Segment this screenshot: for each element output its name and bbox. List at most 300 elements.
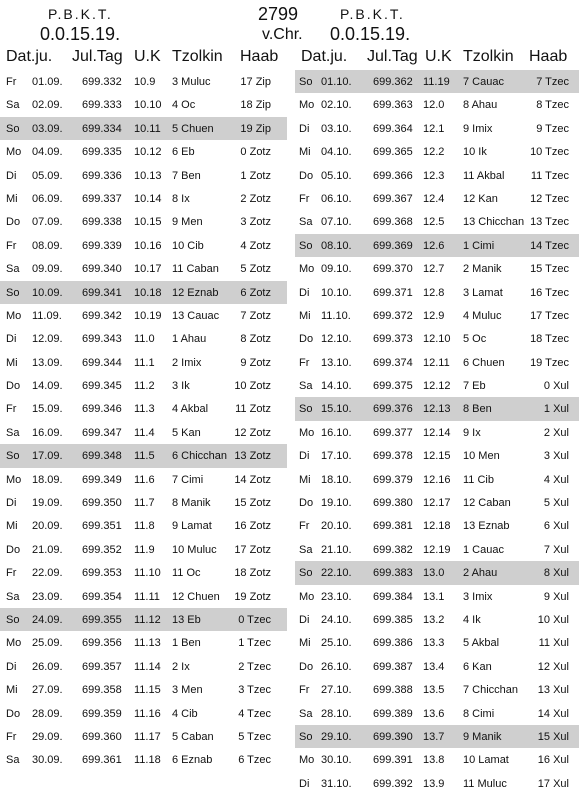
cell-julian-day: 699.345 xyxy=(82,380,122,393)
cell-haab: 0 Zotz xyxy=(240,146,271,159)
cell-julian-day: 699.378 xyxy=(373,450,413,463)
cell-date: 24.10. xyxy=(321,613,352,626)
cell-uk: 12.6 xyxy=(423,239,445,252)
cell-weekday: Di xyxy=(299,286,310,299)
table-row xyxy=(295,140,579,163)
cell-julian-day: 699.356 xyxy=(82,637,122,650)
cell-uk: 12.0 xyxy=(423,99,445,112)
cell-uk: 12.17 xyxy=(423,497,451,510)
cell-date: 26.10. xyxy=(321,660,352,673)
cell-uk: 13.6 xyxy=(423,707,445,720)
cell-julian-day: 699.340 xyxy=(82,263,122,276)
cell-tzolkin: 12 Eznab xyxy=(172,286,219,299)
table-row xyxy=(295,93,579,116)
cell-julian-day: 699.343 xyxy=(82,333,122,346)
cell-uk: 11.6 xyxy=(134,473,155,486)
cell-julian-day: 699.365 xyxy=(373,146,413,159)
cell-date: 11.09. xyxy=(32,309,62,322)
table-row xyxy=(0,538,287,561)
table-row xyxy=(295,327,579,350)
cell-date: 30.09. xyxy=(32,754,63,767)
cell-weekday: Fr xyxy=(299,356,310,369)
cell-tzolkin: 6 Eb xyxy=(172,146,195,159)
cell-haab: 3 Tzec xyxy=(238,684,271,697)
cell-date: 09.09. xyxy=(32,263,63,276)
cell-weekday: So xyxy=(299,239,313,252)
cell-julian-day: 699.374 xyxy=(373,356,413,369)
table-row xyxy=(295,210,579,233)
cell-weekday: Di xyxy=(299,450,310,463)
cell-date: 20.09. xyxy=(32,520,63,533)
cell-tzolkin: 12 Caban xyxy=(463,497,511,510)
table-row xyxy=(295,234,579,257)
cell-date: 02.10. xyxy=(321,99,352,112)
cell-date: 24.09. xyxy=(32,613,63,626)
col-header-uk: U.K xyxy=(134,48,161,65)
cell-tzolkin: 3 Men xyxy=(172,684,203,697)
cell-haab: 8 Zotz xyxy=(240,333,271,346)
table-row xyxy=(295,187,579,210)
cell-uk: 10.10 xyxy=(134,99,162,112)
cell-weekday: Mo xyxy=(299,99,315,112)
cell-julian-day: 699.333 xyxy=(82,99,122,112)
cell-haab: 5 Xul xyxy=(543,497,569,510)
header-left-value: 0.0.15.19. xyxy=(40,24,121,44)
cell-uk: 12.7 xyxy=(423,263,445,276)
table-row xyxy=(0,468,287,491)
left-calendar-column xyxy=(0,46,287,772)
cell-uk: 11.7 xyxy=(134,497,155,510)
cell-uk: 10.12 xyxy=(134,146,162,159)
cell-uk: 11.13 xyxy=(134,637,161,650)
cell-uk: 10.11 xyxy=(134,122,161,135)
table-row xyxy=(0,210,287,233)
cell-haab: 17 Zotz xyxy=(234,543,271,556)
cell-julian-day: 699.385 xyxy=(373,613,413,626)
cell-haab: 2 Zotz xyxy=(240,192,271,205)
table-row xyxy=(295,304,579,327)
cell-tzolkin: 4 Muluc xyxy=(463,309,502,322)
cell-uk: 12.13 xyxy=(423,403,451,416)
cell-weekday: Fr xyxy=(6,76,17,88)
cell-tzolkin: 8 Ahau xyxy=(463,99,498,112)
cell-uk: 10.19 xyxy=(134,309,162,322)
cell-weekday: Mi xyxy=(6,520,18,533)
cell-haab: 13 Zotz xyxy=(234,450,271,463)
cell-weekday: Sa xyxy=(299,380,313,393)
table-row xyxy=(0,374,287,397)
cell-date: 14.10. xyxy=(321,380,352,393)
cell-tzolkin: 5 Oc xyxy=(463,333,487,346)
cell-weekday: Mo xyxy=(299,263,315,276)
cell-haab: 10 Xul xyxy=(537,613,569,626)
cell-tzolkin: 6 Eznab xyxy=(172,754,213,767)
cell-haab: 5 Zotz xyxy=(240,263,271,276)
cell-julian-day: 699.379 xyxy=(373,473,413,486)
cell-julian-day: 699.382 xyxy=(373,543,413,556)
cell-weekday: So xyxy=(6,122,20,135)
cell-uk: 10.15 xyxy=(134,216,162,229)
cell-julian-day: 699.369 xyxy=(373,239,413,252)
cell-tzolkin: 8 Ix xyxy=(172,192,190,205)
cell-date: 07.09. xyxy=(32,216,63,229)
cell-haab: 5 Tzec xyxy=(238,730,271,743)
header-era: v.Chr. xyxy=(262,26,303,43)
cell-uk: 12.4 xyxy=(423,192,445,205)
table-row xyxy=(295,561,579,584)
cell-haab: 4 Tzec xyxy=(238,707,271,720)
cell-haab: 11 Tzec xyxy=(530,169,569,182)
cell-tzolkin: 1 Ahau xyxy=(172,333,207,346)
cell-uk: 11.9 xyxy=(134,543,155,556)
cell-julian-day: 699.352 xyxy=(82,543,122,556)
table-row xyxy=(295,468,579,491)
cell-date: 30.10. xyxy=(321,754,352,767)
cell-weekday: Mo xyxy=(6,473,22,486)
cell-julian-day: 699.377 xyxy=(373,426,413,439)
cell-date: 11.10. xyxy=(321,309,351,322)
cell-haab: 3 Zotz xyxy=(240,216,271,229)
cell-weekday: Sa xyxy=(6,590,20,603)
cell-julian-day: 699.355 xyxy=(82,613,122,626)
table-row xyxy=(295,374,579,397)
cell-haab: 15 Zotz xyxy=(234,497,271,510)
cell-weekday: Mi xyxy=(299,473,311,486)
cell-julian-day: 699.339 xyxy=(82,239,122,252)
table-row xyxy=(0,304,287,327)
cell-date: 28.10. xyxy=(321,707,352,720)
cell-julian-day: 699.368 xyxy=(373,216,413,229)
cell-date: 23.10. xyxy=(321,590,352,603)
cell-tzolkin: 10 Muluc xyxy=(172,543,217,556)
cell-julian-day: 699.360 xyxy=(82,730,122,743)
cell-weekday: Do xyxy=(299,497,314,510)
right-column-headers xyxy=(295,46,579,70)
cell-uk: 13.0 xyxy=(423,567,445,580)
table-row xyxy=(295,117,579,140)
table-row xyxy=(295,514,579,537)
cell-uk: 12.5 xyxy=(423,216,445,229)
cell-date: 27.10. xyxy=(321,684,352,697)
cell-tzolkin: 8 Manik xyxy=(172,497,211,510)
cell-weekday: Do xyxy=(299,333,314,346)
cell-uk: 13.2 xyxy=(423,613,445,626)
cell-date: 23.09. xyxy=(32,590,63,603)
cell-weekday: So xyxy=(299,403,313,416)
cell-tzolkin: 11 Akbal xyxy=(463,169,505,182)
cell-julian-day: 699.346 xyxy=(82,403,122,416)
cell-julian-day: 699.388 xyxy=(373,684,413,697)
cell-julian-day: 699.337 xyxy=(82,192,122,205)
cell-haab: 7 Zotz xyxy=(240,309,271,322)
cell-tzolkin: 1 Cimi xyxy=(463,239,495,252)
cell-weekday: So xyxy=(6,286,20,299)
cell-julian-day: 699.350 xyxy=(82,497,122,510)
cell-tzolkin: 10 Cib xyxy=(172,239,204,252)
col-header-haab: Haab xyxy=(529,48,568,65)
cell-uk: 13.9 xyxy=(423,777,445,790)
cell-date: 29.10. xyxy=(321,730,352,743)
cell-date: 12.09. xyxy=(32,333,63,346)
cell-haab: 16 Zotz xyxy=(234,520,271,533)
cell-date: 01.10. xyxy=(321,76,352,88)
cell-julian-day: 699.351 xyxy=(82,520,122,533)
cell-tzolkin: 2 Manik xyxy=(463,263,502,276)
cell-date: 10.09. xyxy=(32,286,63,299)
cell-haab: 0 Xul xyxy=(543,380,569,393)
cell-tzolkin: 2 Imix xyxy=(172,356,202,369)
table-row xyxy=(0,281,287,304)
cell-weekday: Do xyxy=(299,660,314,673)
cell-haab: 6 Zotz xyxy=(240,286,271,299)
table-row xyxy=(295,655,579,678)
cell-haab: 4 Zotz xyxy=(240,239,271,252)
table-row xyxy=(0,444,287,467)
cell-haab: 15 Xul xyxy=(537,730,569,743)
cell-julian-day: 699.367 xyxy=(373,192,413,205)
table-row xyxy=(0,678,287,701)
cell-uk: 12.9 xyxy=(423,309,445,322)
cell-weekday: Mi xyxy=(299,637,311,650)
cell-uk: 12.2 xyxy=(423,146,445,159)
table-row xyxy=(295,631,579,654)
cell-uk: 12.12 xyxy=(423,380,451,393)
cell-date: 09.10. xyxy=(321,263,352,276)
cell-date: 25.10. xyxy=(321,637,352,650)
cell-weekday: Di xyxy=(6,660,17,673)
cell-date: 16.10. xyxy=(321,426,352,439)
cell-julian-day: 699.344 xyxy=(82,356,122,369)
header-left-label: P.B.K.T. xyxy=(48,6,113,22)
cell-date: 19.10. xyxy=(321,497,352,510)
cell-date: 15.10. xyxy=(321,403,352,416)
cell-tzolkin: 5 Caban xyxy=(172,730,214,743)
cell-julian-day: 699.375 xyxy=(373,380,413,393)
table-row xyxy=(295,702,579,725)
cell-uk: 11.11 xyxy=(134,590,160,603)
table-row xyxy=(0,257,287,280)
cell-date: 22.09. xyxy=(32,567,63,580)
cell-julian-day: 699.370 xyxy=(373,263,413,276)
cell-tzolkin: 1 Cauac xyxy=(463,543,504,556)
cell-uk: 10.9 xyxy=(134,76,156,88)
table-row xyxy=(0,585,287,608)
cell-julian-day: 699.371 xyxy=(373,286,413,299)
table-row xyxy=(0,421,287,444)
cell-weekday: So xyxy=(299,730,313,743)
cell-uk: 13.1 xyxy=(423,590,445,603)
cell-haab: 7 Xul xyxy=(543,543,569,556)
table-row xyxy=(0,140,287,163)
cell-julian-day: 699.338 xyxy=(82,216,122,229)
cell-weekday: Di xyxy=(299,613,310,626)
header-right-label: P.B.K.T. xyxy=(340,6,405,22)
cell-weekday: Sa xyxy=(299,543,313,556)
cell-uk: 10.17 xyxy=(134,263,162,276)
cell-haab: 2 Tzec xyxy=(238,660,271,673)
cell-uk: 12.14 xyxy=(423,426,451,439)
cell-julian-day: 699.361 xyxy=(82,754,122,767)
cell-haab: 3 Xul xyxy=(543,450,569,463)
cell-date: 10.10. xyxy=(321,286,352,299)
cell-weekday: Fr xyxy=(299,520,310,533)
cell-weekday: So xyxy=(299,76,313,88)
cell-haab: 11 Zotz xyxy=(235,403,271,416)
cell-tzolkin: 5 Kan xyxy=(172,426,201,439)
table-row xyxy=(0,70,287,93)
cell-tzolkin: 9 Men xyxy=(172,216,203,229)
cell-uk: 11.5 xyxy=(134,450,155,463)
header-right-value: 0.0.15.19. xyxy=(330,24,411,44)
table-row xyxy=(0,491,287,514)
cell-julian-day: 699.386 xyxy=(373,637,413,650)
table-row xyxy=(295,257,579,280)
cell-uk: 12.1 xyxy=(423,122,445,135)
cell-julian-day: 699.363 xyxy=(373,99,413,112)
cell-haab: 6 Tzec xyxy=(238,754,271,767)
cell-haab: 6 Xul xyxy=(543,520,569,533)
cell-weekday: Fr xyxy=(6,403,17,416)
table-row xyxy=(0,187,287,210)
cell-haab: 7 Tzec xyxy=(536,76,569,88)
cell-tzolkin: 2 Ahau xyxy=(463,567,498,580)
cell-haab: 0 Tzec xyxy=(238,613,271,626)
cell-date: 18.09. xyxy=(32,473,63,486)
cell-tzolkin: 11 Cib xyxy=(463,473,494,486)
cell-uk: 12.10 xyxy=(423,333,451,346)
cell-date: 18.10. xyxy=(321,473,352,486)
cell-haab: 14 Xul xyxy=(537,707,569,720)
table-row xyxy=(295,608,579,631)
cell-tzolkin: 10 Men xyxy=(463,450,500,463)
cell-julian-day: 699.353 xyxy=(82,567,122,580)
cell-haab: 10 Tzec xyxy=(530,146,569,159)
cell-tzolkin: 2 Ix xyxy=(172,660,190,673)
cell-weekday: Mo xyxy=(6,637,22,650)
cell-haab: 18 Zotz xyxy=(234,567,271,580)
cell-julian-day: 699.332 xyxy=(82,76,122,88)
cell-julian-day: 699.354 xyxy=(82,590,122,603)
cell-tzolkin: 3 Muluc xyxy=(172,76,211,88)
cell-date: 19.09. xyxy=(32,497,63,510)
cell-julian-day: 699.348 xyxy=(82,450,122,463)
cell-weekday: Sa xyxy=(6,754,20,767)
table-row xyxy=(295,164,579,187)
cell-weekday: Fr xyxy=(6,567,17,580)
cell-date: 29.09. xyxy=(32,730,63,743)
cell-weekday: Mi xyxy=(299,146,311,159)
cell-tzolkin: 3 Ik xyxy=(172,380,190,393)
cell-uk: 11.15 xyxy=(134,684,161,697)
cell-uk: 11.14 xyxy=(134,660,161,673)
cell-weekday: Do xyxy=(6,380,21,393)
cell-weekday: Do xyxy=(6,216,21,229)
cell-julian-day: 699.335 xyxy=(82,146,122,159)
cell-julian-day: 699.390 xyxy=(373,730,413,743)
table-row xyxy=(0,561,287,584)
cell-uk: 12.3 xyxy=(423,169,445,182)
table-row xyxy=(295,585,579,608)
cell-julian-day: 699.342 xyxy=(82,309,122,322)
cell-date: 06.10. xyxy=(321,192,352,205)
cell-date: 21.10. xyxy=(321,543,352,556)
cell-uk: 11.3 xyxy=(134,403,155,416)
cell-haab: 9 Zotz xyxy=(240,356,271,369)
header-year: 2799 xyxy=(258,4,299,24)
cell-weekday: Sa xyxy=(6,263,20,276)
cell-weekday: So xyxy=(299,567,313,580)
table-row xyxy=(295,538,579,561)
cell-haab: 19 Tzec xyxy=(530,356,569,369)
cell-julian-day: 699.389 xyxy=(373,707,413,720)
cell-uk: 10.16 xyxy=(134,239,162,252)
cell-tzolkin: 10 Ik xyxy=(463,146,487,159)
cell-date: 08.10. xyxy=(321,239,352,252)
cell-uk: 12.11 xyxy=(423,356,450,369)
col-header-julday: Jul.Tag xyxy=(367,48,418,65)
cell-haab: 10 Zotz xyxy=(234,380,271,393)
cell-weekday: Mo xyxy=(299,426,315,439)
cell-tzolkin: 13 Eb xyxy=(172,613,201,626)
cell-weekday: Do xyxy=(6,707,21,720)
table-row xyxy=(0,608,287,631)
cell-date: 21.09. xyxy=(32,543,63,556)
cell-haab: 1 Xul xyxy=(543,403,569,416)
cell-julian-day: 699.349 xyxy=(82,473,122,486)
table-row xyxy=(0,514,287,537)
cell-julian-day: 699.384 xyxy=(373,590,413,603)
cell-date: 02.09. xyxy=(32,99,63,112)
cell-haab: 13 Tzec xyxy=(530,216,569,229)
cell-julian-day: 699.358 xyxy=(82,684,122,697)
table-row xyxy=(0,93,287,116)
cell-tzolkin: 6 Chuen xyxy=(463,356,505,369)
cell-haab: 17 Tzec xyxy=(530,309,569,322)
cell-haab: 9 Xul xyxy=(543,590,569,603)
table-row xyxy=(295,351,579,374)
cell-haab: 9 Tzec xyxy=(536,122,569,135)
cell-uk: 12.16 xyxy=(423,473,451,486)
col-header-julday: Jul.Tag xyxy=(72,48,123,65)
cell-weekday: Sa xyxy=(299,216,313,229)
cell-haab: 4 Xul xyxy=(543,473,569,486)
col-header-tzolkin: Tzolkin xyxy=(463,48,514,65)
cell-haab: 19 Zotz xyxy=(234,590,271,603)
cell-weekday: Di xyxy=(299,122,310,135)
cell-tzolkin: 13 Chicchan xyxy=(463,216,525,229)
cell-uk: 11.0 xyxy=(134,333,155,346)
cell-julian-day: 699.387 xyxy=(373,660,413,673)
cell-haab: 17 Xul xyxy=(537,777,569,790)
cell-weekday: Fr xyxy=(299,684,310,697)
cell-tzolkin: 6 Chicchan xyxy=(172,450,228,463)
cell-date: 03.09. xyxy=(32,122,63,135)
cell-tzolkin: 4 Cib xyxy=(172,707,198,720)
cell-haab: 8 Xul xyxy=(543,567,569,580)
cell-weekday: Di xyxy=(6,169,17,182)
cell-date: 13.09. xyxy=(32,356,63,369)
cell-haab: 16 Tzec xyxy=(530,286,569,299)
cell-date: 04.10. xyxy=(321,146,352,159)
cell-uk: 13.4 xyxy=(423,660,445,673)
cell-uk: 11.8 xyxy=(134,520,155,533)
table-row xyxy=(0,748,287,771)
cell-date: 05.09. xyxy=(32,169,63,182)
cell-date: 27.09. xyxy=(32,684,63,697)
cell-tzolkin: 7 Cimi xyxy=(172,473,204,486)
cell-haab: 8 Tzec xyxy=(536,99,569,112)
cell-julian-day: 699.383 xyxy=(373,567,413,580)
